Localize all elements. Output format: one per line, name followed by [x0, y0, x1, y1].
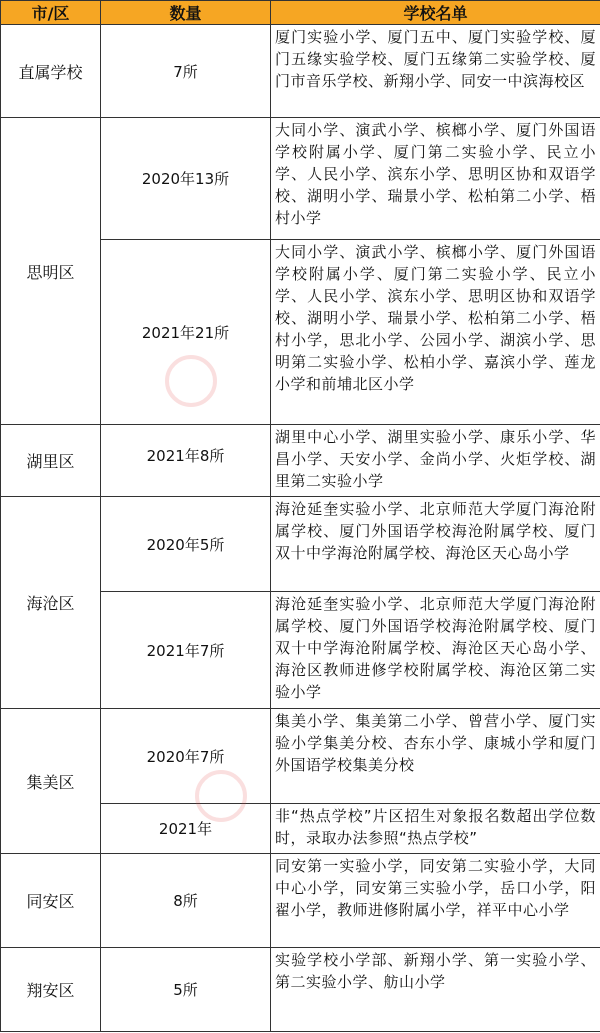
count-cell: 2020年7所: [101, 709, 271, 804]
district-cell: 湖里区: [1, 425, 101, 497]
count-cell: 2021年: [101, 804, 271, 854]
school-list-cell: 同安第一实验小学，同安第二实验小学，大同中心小学，同安第三实验小学，岳口小学，阳翟小学，教师进修附属小学，祥平中心小学: [271, 854, 600, 948]
district-cell: 集美区: [1, 709, 101, 854]
table-row: [1, 25, 600, 118]
count-cell: 2020年5所: [101, 497, 271, 592]
table-header: [1, 1, 600, 25]
count-cell: 2020年13所: [101, 118, 271, 240]
count-cell: 5所: [101, 948, 271, 1032]
header-count: 数量: [101, 1, 271, 25]
school-list-cell: 集美小学、集美第二小学、曾营小学、厦门实验小学集美分校、杏东小学、康城小学和厦门外国语学校集美分校: [271, 709, 600, 804]
district-cell: 同安区: [1, 854, 101, 948]
school-list-cell: 厦门实验小学、厦门五中、厦门实验学校、厦门五缘实验学校、厦门五缘第二实验学校、厦门市音乐学校、新翔小学、同安一中滨海校区: [271, 25, 600, 118]
count-cell: 7所: [101, 25, 271, 118]
school-list-cell: 实验学校小学部、新翔小学、第一实验小学、第二实验小学、舫山小学: [271, 948, 600, 1032]
table-body: [1, 25, 600, 1032]
header-list: 学校名单: [271, 1, 600, 25]
district-cell: 直属学校: [1, 25, 101, 118]
count-cell: 2021年7所: [101, 592, 271, 709]
table-row: [1, 854, 600, 948]
school-list-cell: 海沧延奎实验小学、北京师范大学厦门海沧附属学校、厦门外国语学校海沧附属学校、厦门双十中学海沧附属学校、海沧区天心岛小学: [271, 497, 600, 592]
school-list-cell: 非“热点学校”片区招生对象报名数超出学位数时，录取办法参照“热点学校”: [271, 804, 600, 854]
table-row: [1, 118, 600, 240]
district-cell: 翔安区: [1, 948, 101, 1032]
school-list-cell: 海沧延奎实验小学、北京师范大学厦门海沧附属学校、厦门外国语学校海沧附属学校、厦门双十中学海沧附属学校、海沧区天心岛小学、海沧区教师进修学校附属学校、海沧区第二实验小学: [271, 592, 600, 709]
table-row: [1, 497, 600, 592]
district-cell: 思明区: [1, 118, 101, 425]
school-list-cell: 湖里中心小学、湖里实验小学、康乐小学、华昌小学、天安小学、金尚小学、火炬学校、湖里第二实验小学: [271, 425, 600, 497]
table-row: [1, 425, 600, 497]
table-row: [1, 948, 600, 1032]
school-list-cell: 大同小学、演武小学、槟榔小学、厦门外国语学校附属小学、厦门第二实验小学、民立小学、人民小学、滨东小学、思明区协和双语学校、湖明小学、瑞景小学、松柏第二小学、梧村小学: [271, 118, 600, 240]
school-list-cell: 大同小学、演武小学、槟榔小学、厦门外国语学校附属小学、厦门第二实验小学、民立小学、人民小学、滨东小学、思明区协和双语学校、湖明小学、瑞景小学、松柏第二小学、梧村小学，思北小学、公园小学、湖滨小学、思明第二实验小学、松柏小学、嘉滨小学、莲龙小学和前埔北区小学: [271, 240, 600, 425]
count-cell: 2021年21所: [101, 240, 271, 425]
table-row: [1, 709, 600, 804]
district-cell: 海沧区: [1, 497, 101, 709]
header-row: [1, 1, 600, 25]
count-cell: 2021年8所: [101, 425, 271, 497]
header-district: 市/区: [1, 1, 101, 25]
count-cell: 8所: [101, 854, 271, 948]
